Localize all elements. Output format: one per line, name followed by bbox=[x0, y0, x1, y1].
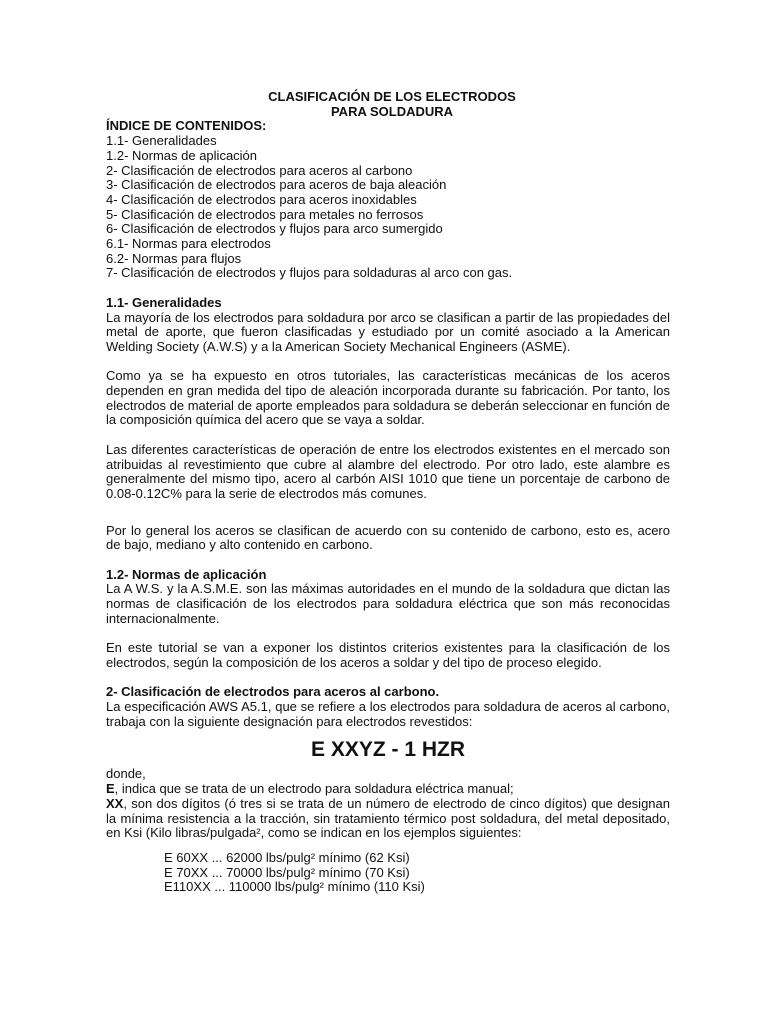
toc-item: 4- Clasificación de electrodos para aceros inoxidables bbox=[106, 191, 417, 207]
paragraph: La mayoría de los electrodos para soldadura por arco se clasifican a partir de las propiedades del metal de aporte, que fueron clasificadas y estudiado por un comité asociado a la American Welding Society (A.W.S) y a la American Society Mechanical Engineers (ASME). bbox=[106, 309, 670, 354]
paragraph: En este tutorial se van a exponer los distintos criterios existentes para la clasificación de los electrodos, según la composición de los aceros a soldar y del tipo de proceso elegido. bbox=[106, 640, 670, 670]
section-heading-normas: 1.2- Normas de aplicación bbox=[106, 566, 267, 582]
example-line: E 70XX ... 70000 lbs/pulg² mínimo (70 Ksi) bbox=[164, 864, 410, 880]
definition-e-text: , indica que se trata de un electrodo para soldadura eléctrica manual; bbox=[114, 781, 514, 797]
term-xx: XX bbox=[106, 795, 124, 811]
table-of-contents bbox=[106, 134, 670, 281]
definition-e bbox=[106, 782, 670, 797]
toc-item: 1.2- Normas de aplicación bbox=[106, 147, 258, 163]
examples-list bbox=[164, 851, 670, 895]
term-e: E bbox=[106, 781, 115, 797]
toc-item: 3- Clasificación de electrodos para aceros de baja aleación bbox=[106, 177, 447, 193]
toc-item: 6.2- Normas para flujos bbox=[106, 250, 242, 266]
toc-item: 6- Clasificación de electrodos y flujos para arco sumergido bbox=[106, 221, 443, 237]
document-title-line-1: CLASIFICACIÓN DE LOS ELECTRODOS bbox=[268, 89, 516, 104]
section-heading-generalidades: 1.1- Generalidades bbox=[106, 294, 222, 310]
toc-item: 5- Clasificación de electrodos para metales no ferrosos bbox=[106, 206, 424, 222]
toc-item: 1.1- Generalidades bbox=[106, 133, 217, 149]
paragraph: Como ya se ha expuesto en otros tutoriales, las características mecánicas de los aceros dependen en gran medida del tipo de aleación incorporada durante su fabricación. Por tanto, los electrodos de material de aporte empleados para soldadura se deberán seleccionar en función de la composición química del acero que se vaya a soldar. bbox=[106, 368, 670, 428]
donde-label: donde, bbox=[106, 766, 146, 782]
document-title-line-2: PARA SOLDADURA bbox=[330, 103, 454, 119]
toc-item: 7- Clasificación de electrodos y flujos para soldaduras al arco con gas. bbox=[106, 265, 513, 281]
toc-item: 2- Clasificación de electrodos para aceros al carbono bbox=[106, 162, 413, 178]
toc-item: 6.1- Normas para electrodos bbox=[106, 236, 271, 252]
section-heading-aceros-carbono: 2- Clasificación de electrodos para aceros al carbono. bbox=[106, 684, 440, 700]
paragraph: Las diferentes características de operación de entre los electrodos existentes en el mercado son atribuidas al revestimiento que cubre al alambre del electrodo. Por otro lado, este alambre es generalmente del mismo tipo, acero al carbón AISI 1010 que tiene un porcentaje de carbono de 0.08-0.12C% para la serie de electrodos más comunes. bbox=[106, 441, 670, 501]
definition-xx bbox=[106, 797, 670, 841]
toc-heading: ÍNDICE DE CONTENIDOS: bbox=[106, 118, 267, 134]
definition-xx-text: , son dos dígitos (ó tres si se trata de un número de electrodo de cinco dígitos) que designan la mínima resistencia a la tracción, sin tratamiento térmico post soldadura, del metal depositado, en Ksi (Kilo libras/pulgada², como se indican en los ejemplos siguientes: bbox=[106, 795, 670, 841]
paragraph: Por lo general los aceros se clasifican de acuerdo con su contenido de carbono, esto es, acero de bajo, mediano y alto contenido en carbono. bbox=[106, 522, 670, 553]
paragraph: La A W.S. y la A.S.M.E. son las máximas autoridades en el mundo de la soldadura que dictan las normas de clasificación de los electrodos para soldadura eléctrica que son más reconocidas internacionalmente. bbox=[106, 581, 670, 626]
paragraph: La especificación AWS A5.1, que se refiere a los electrodos para soldadura de aceros al carbono, trabaja con la siguiente designación para electrodos revestidos: bbox=[106, 699, 670, 729]
example-line: E110XX ... 110000 lbs/pulg² mínimo (110 Ksi) bbox=[164, 879, 425, 895]
example-line: E 60XX ... 62000 lbs/pulg² mínimo (62 Ksi) bbox=[164, 849, 410, 865]
electrode-designation-formula: E XXYZ - 1 HZR bbox=[310, 738, 466, 762]
document-content bbox=[106, 90, 670, 895]
